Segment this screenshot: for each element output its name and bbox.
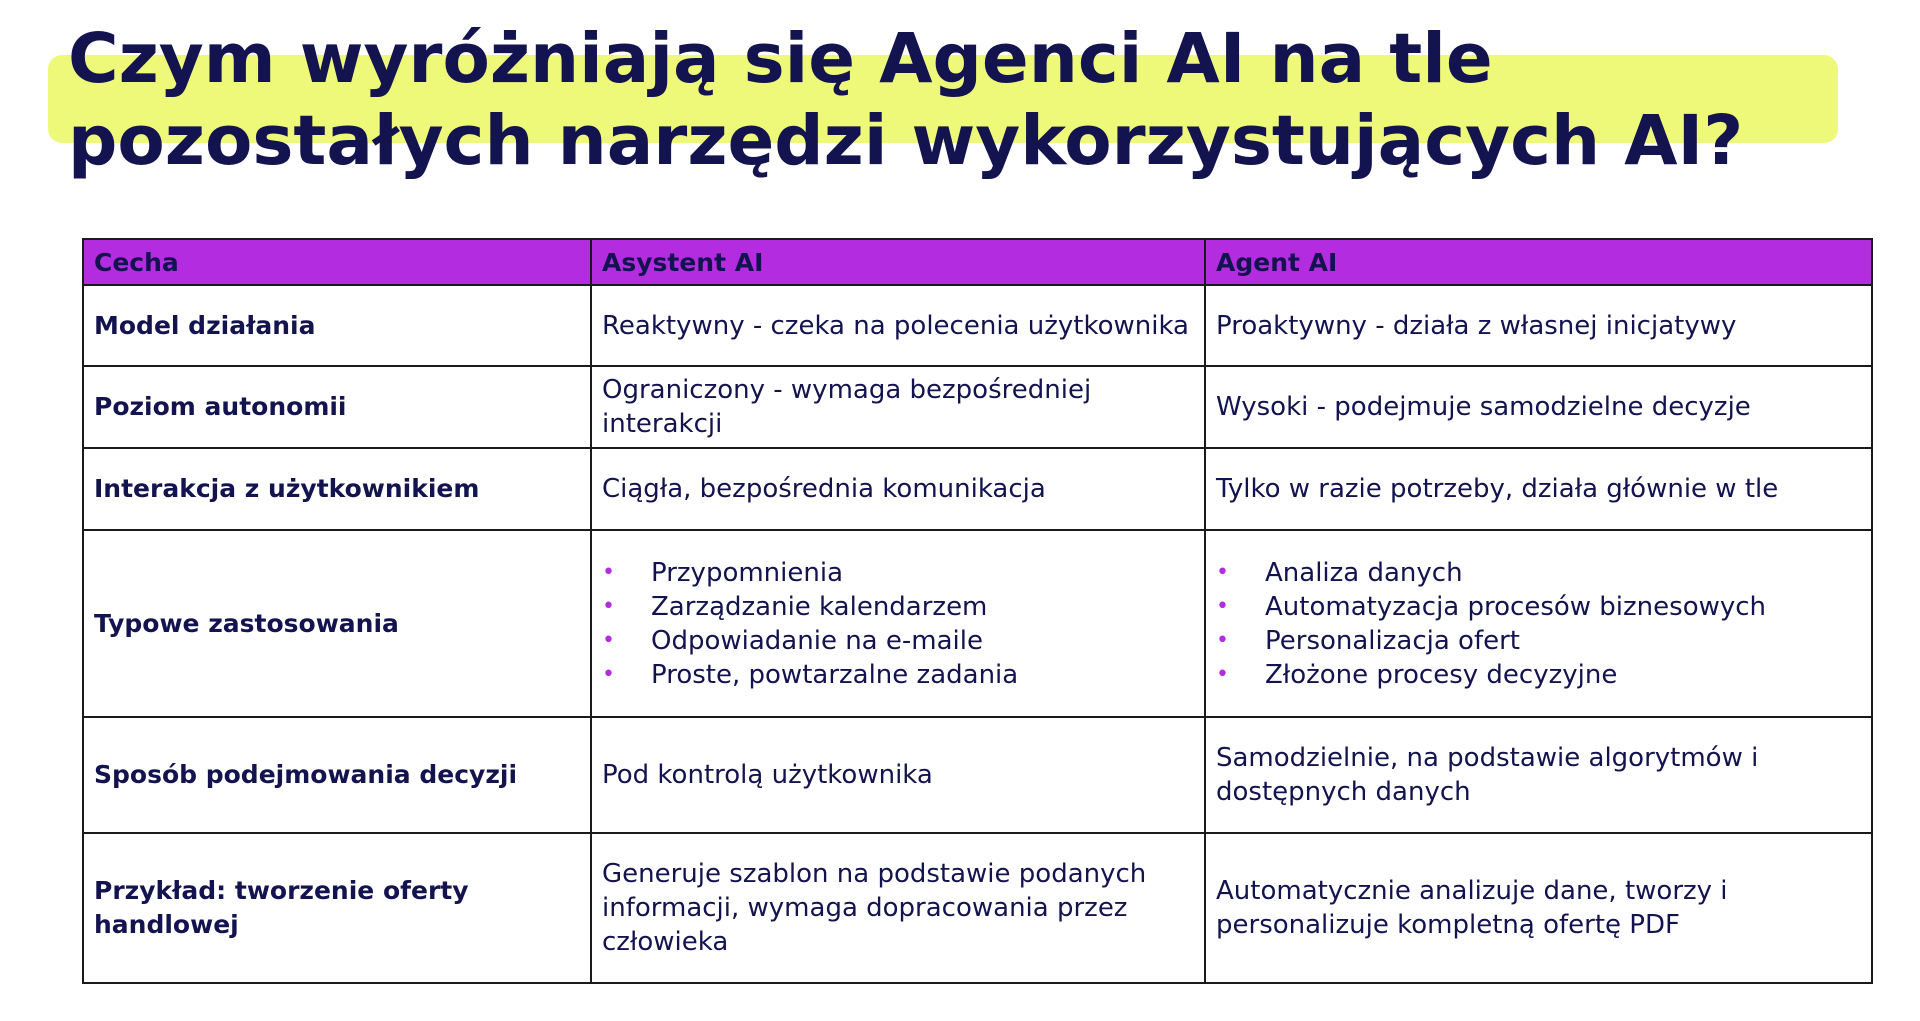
feature-cell: Model działania	[83, 285, 591, 366]
list-item-text: Przypomnienia	[651, 557, 844, 588]
table-row	[83, 717, 1872, 833]
table-row	[83, 833, 1872, 983]
table-header-row	[83, 239, 1872, 285]
bullet-icon: •	[1216, 661, 1229, 687]
list-item	[1216, 590, 1861, 624]
bullet-icon: •	[1216, 559, 1229, 585]
agent-cell: Tylko w razie potrzeby, działa głównie w tle	[1205, 448, 1872, 530]
list-item-text: Proste, powtarzalne zadania	[651, 659, 1019, 690]
assistant-use-cases-list	[602, 556, 1194, 692]
assistant-cell: Reaktywny - czeka na polecenia użytkownika	[591, 285, 1205, 366]
list-item	[1216, 556, 1861, 590]
header-feature: Cecha	[83, 239, 591, 285]
bullet-icon: •	[1216, 593, 1229, 619]
feature-cell: Poziom autonomii	[83, 366, 591, 448]
list-item-text: Zarządzanie kalendarzem	[651, 591, 988, 622]
agent-cell: Samodzielnie, na podstawie algorytmów i dostępnych danych	[1205, 717, 1872, 833]
table-row	[83, 366, 1872, 448]
page-title	[68, 18, 1888, 182]
list-item-text: Personalizacja ofert	[1265, 625, 1520, 656]
list-item-text: Automatyzacja procesów biznesowych	[1265, 591, 1767, 622]
title-line-2: pozostałych narzędzi wykorzystujących AI?	[68, 101, 1744, 181]
agent-cell: Wysoki - podejmuje samodzielne decyzje	[1205, 366, 1872, 448]
table-row	[83, 285, 1872, 366]
agent-cell	[1205, 530, 1872, 717]
table-row	[83, 530, 1872, 717]
feature-cell: Sposób podejmowania decyzji	[83, 717, 591, 833]
list-item	[1216, 658, 1861, 692]
bullet-icon: •	[602, 661, 615, 687]
list-item-text: Odpowiadanie na e-maile	[651, 625, 983, 656]
bullet-icon: •	[602, 627, 615, 653]
list-item	[1216, 624, 1861, 658]
assistant-cell: Generuje szablon na podstawie podanych informacji, wymaga dopracowania przez człowieka	[591, 833, 1205, 983]
assistant-cell: Ciągła, bezpośrednia komunikacja	[591, 448, 1205, 530]
assistant-cell: Pod kontrolą użytkownika	[591, 717, 1205, 833]
title-line-1: Czym wyróżniają się Agenci AI na tle	[68, 19, 1493, 99]
list-item	[602, 658, 1194, 692]
header-assistant: Asystent AI	[591, 239, 1205, 285]
agent-cell: Automatycznie analizuje dane, tworzy i personalizuje kompletną ofertę PDF	[1205, 833, 1872, 983]
agent-use-cases-list	[1216, 556, 1861, 692]
assistant-cell: Ograniczony - wymaga bezpośredniej interakcji	[591, 366, 1205, 448]
comparison-table	[82, 238, 1873, 984]
table-row	[83, 448, 1872, 530]
agent-cell: Proaktywny - działa z własnej inicjatywy	[1205, 285, 1872, 366]
feature-cell: Interakcja z użytkownikiem	[83, 448, 591, 530]
list-item	[602, 590, 1194, 624]
feature-cell: Typowe zastosowania	[83, 530, 591, 717]
list-item-text: Złożone procesy decyzyjne	[1265, 659, 1618, 690]
assistant-cell	[591, 530, 1205, 717]
list-item	[602, 556, 1194, 590]
bullet-icon: •	[602, 559, 615, 585]
list-item-text: Analiza danych	[1265, 557, 1463, 588]
feature-cell: Przykład: tworzenie oferty handlowej	[83, 833, 591, 983]
bullet-icon: •	[1216, 627, 1229, 653]
bullet-icon: •	[602, 593, 615, 619]
header-agent: Agent AI	[1205, 239, 1872, 285]
list-item	[602, 624, 1194, 658]
